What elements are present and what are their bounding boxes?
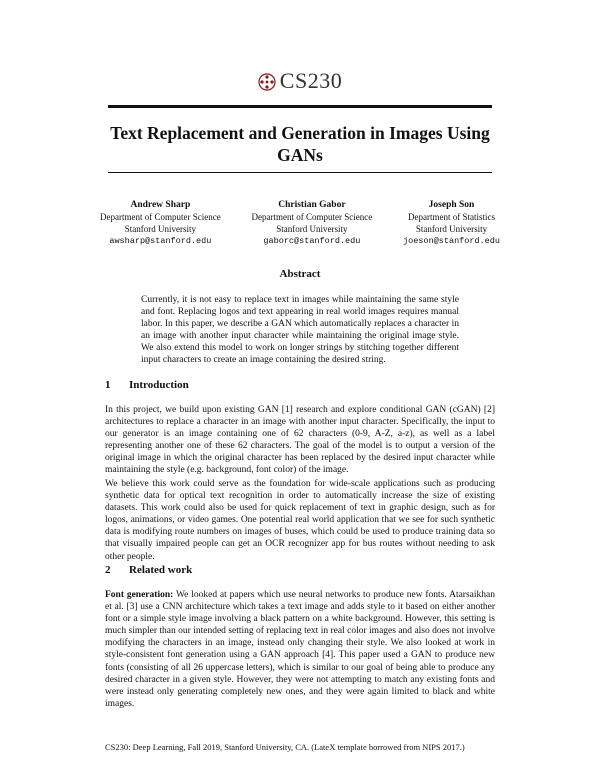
title-rule-bottom [108,172,492,173]
course-logo [0,68,600,94]
author-institution: Stanford University [124,224,196,234]
author-1 [100,199,221,247]
author-email[interactable]: gaborc@stanford.edu [263,236,361,246]
paper-title: Text Replacement and Generation in Images Using GANs [110,123,490,165]
author-block [100,199,500,247]
related-paragraph-1 [105,589,495,710]
paragraph-lead: Font generation: [105,590,174,600]
section-number: 1 [105,379,111,391]
section-heading-introduction [105,379,189,391]
title-rule-top [108,105,492,108]
section-title: Related work [129,564,193,576]
section-title: Introduction [129,379,189,391]
paragraph-text: We looked at papers which use neural networks to produce new fonts. Atarsaikhan et al. [3] use a CNN architecture which takes a text image and adds style to it based on either another font or a simple style image involving a black pattern on a white background. However, this setting is much simpler than our intended setting of replacing text in real color images and also does not involve modifying the characters in an image, instead only changing their style. We also looked at work in style-consistent font generation using a GAN approach [4]. This paper used a GAN to produce new fonts (consisting of all 26 uppercase letters), which is similar to our goal of being able to produce any desired character in a given style. However, they were not attempting to match any existing fonts and were instead only generating completely new ones, and they were again limited to black and white images. [105,590,495,709]
author-affiliation: Department of Computer Science [100,212,221,222]
author-3 [403,199,500,247]
abstract-text: Currently, it is not easy to replace text in images while maintaining the same style and font. Replacing logos and text appearing in real world images requires manual labor. In this paper, we describe a GAN which automatically replaces a character in an image with another input character while maintaining the original image style. We also extend this model to work on longer strings by stitching together different input characters to create an image containing the desired string. [141,295,459,366]
intro-paragraph-1: In this project, we build upon existing GAN [1] research and explore conditional GAN (cGAN) [2] architectures to replace a character in an image with another input character. Specifically, the input to our generator is an image containing one of 62 characters (0-9, A-Z, a-z), as well as a label representing another one of these 62 characters. The goal of the model is to output a version of the original image in which the original character has been replaced by the desired input character while maintaining the style (e.g. background, font color) of the image. [105,405,495,476]
logo-text: CS230 [279,68,343,93]
author-name: Andrew Sharp [130,200,191,210]
author-email[interactable]: awsharp@stanford.edu [109,236,212,246]
stanford-tree-icon [258,71,276,89]
author-name: Joseph Son [428,200,475,210]
author-email[interactable]: joeson@stanford.edu [403,236,500,246]
abstract-heading: Abstract [279,268,321,280]
section-heading-related-work [105,564,192,576]
section-number: 2 [105,564,111,576]
author-name: Christian Gabor [278,200,346,210]
author-institution: Stanford University [415,224,488,234]
author-2 [252,199,373,247]
page-footer: CS230: Deep Learning, Fall 2019, Stanford University, CA. (LateX template borrowed from NIPS 2017.) [105,742,465,752]
intro-paragraph-2: We believe this work could serve as the foundation for wide-scale applications such as producing synthetic data for optical text recognition in order to automatically increase the size of existing datasets. This work could also be used for quick replacement of text in graphic design, such as for logos, animations, or video games. One potential real world application that we see for such synthetic data is modifying route numbers on images of buses, which could be used to produce training data so that visually impaired people can get an OCR recognizer app for bus routes without needing to ask other people. [105,479,495,562]
author-affiliation: Department of Statistics [408,212,496,222]
author-institution: Stanford University [276,224,348,234]
author-affiliation: Department of Computer Science [251,212,373,222]
